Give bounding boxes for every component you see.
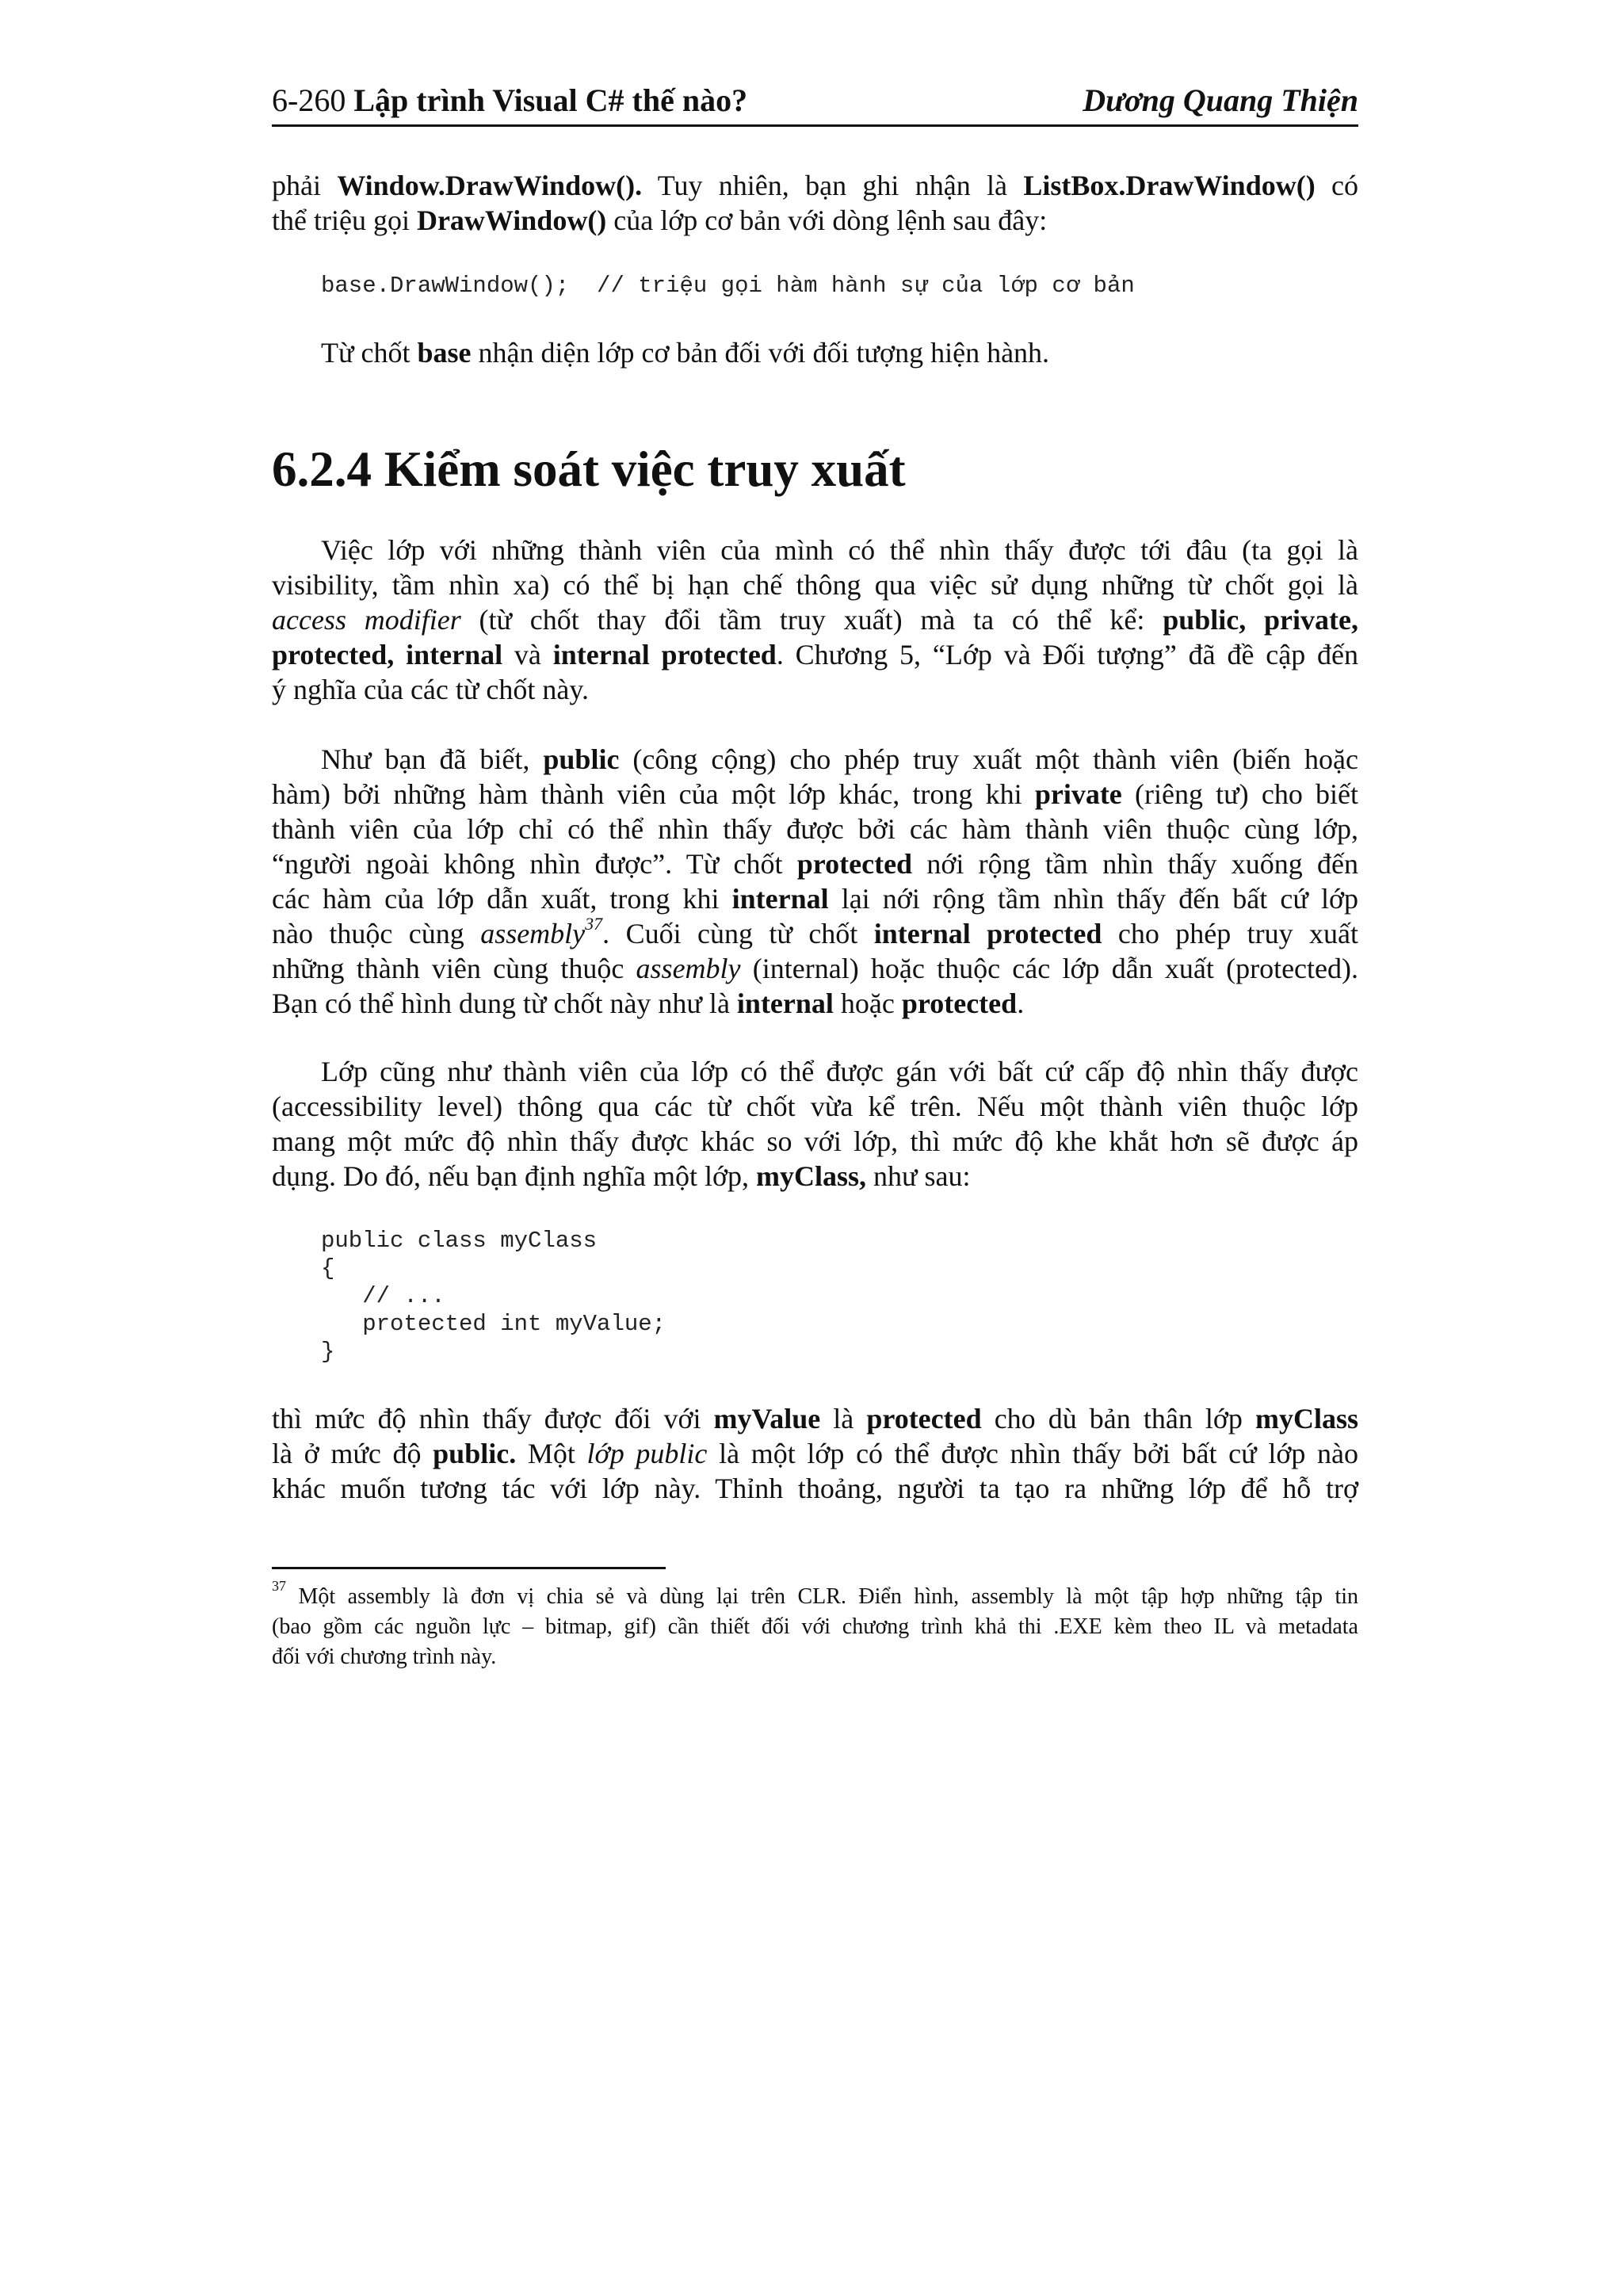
header-rule bbox=[272, 124, 1358, 127]
code-line: protected int myValue; bbox=[321, 1311, 666, 1337]
para1-line-3: access modifier (từ chốt thay đổi tầm truy xuất) mà ta có thể kể: public, private, bbox=[272, 604, 1358, 636]
code-line: } bbox=[321, 1339, 335, 1365]
intro-paragraph bbox=[272, 168, 1358, 238]
footnote-line-3: đối với chương trình này. bbox=[272, 1645, 497, 1669]
para2-line-8: Bạn có thể hình dung từ chốt này như là internal hoặc protected. bbox=[272, 988, 1025, 1019]
code-block-myclass bbox=[321, 1227, 666, 1366]
para2-line-6: nào thuộc cùng assembly$^{37}$. Cuối cùng từ chốt internal protected cho phép truy xuất bbox=[272, 914, 1359, 949]
para3-line-2: (accessibility level) thông qua các từ chốt vừa kể trên. Nếu một thành viên thuộc lớp bbox=[272, 1091, 1358, 1122]
paragraph-visibility-levels bbox=[272, 742, 1358, 1021]
para2-line-1: Như bạn đã biết, public (công cộng) cho phép truy xuất một thành viên (biến hoặc bbox=[321, 743, 1358, 775]
code-line: // ... bbox=[321, 1283, 445, 1309]
para1-line-4: protected, internal và internal protected. Chương 5, “Lớp và Đối tượng” đã đề cập đến bbox=[272, 639, 1359, 670]
running-header bbox=[272, 78, 1358, 124]
footnote-line-1: $^{37}$ Một assembly là đơn vị chia sẻ và dùng lại trên CLR. Điển hình, assembly là một tập hợp những tập tin bbox=[272, 1577, 1358, 1609]
code-line: public class myClass bbox=[321, 1228, 598, 1254]
para2-line-7: những thành viên cùng thuộc assembly (internal) hoặc thuộc các lớp dẫn xuất (protected). bbox=[272, 953, 1359, 984]
code-line: { bbox=[321, 1255, 335, 1282]
book-title: Lập trình Visual C# thế nào? bbox=[353, 82, 748, 118]
para4-line-3: khác muốn tương tác với lớp này. Thỉnh thoảng, người ta tạo ra những lớp để hỗ trợ bbox=[272, 1473, 1358, 1504]
para2-line-3: thành viên của lớp chỉ có thể nhìn thấy được bởi các hàm thành viên thuộc cùng lớp, bbox=[272, 813, 1358, 845]
para4-line-2: là ở mức độ public. Một lớp public là một lớp có thể được nhìn thấy bởi bất cứ lớp nào bbox=[272, 1438, 1358, 1469]
para4-line-1: thì mức độ nhìn thấy được đối với myValue là protected cho dù bản thân lớp myClass bbox=[272, 1403, 1359, 1435]
page-number: 6-260 bbox=[272, 82, 346, 118]
intro-line-2: thể triệu gọi DrawWindow() của lớp cơ bản với dòng lệnh sau đây: bbox=[272, 204, 1048, 236]
para2-line-4: “người ngoài không nhìn được”. Từ chốt protected nới rộng tầm nhìn thấy xuống đến bbox=[272, 848, 1358, 880]
para2-line-2: hàm) bởi những hàm thành viên của một lớp khác, trong khi private (riêng tư) cho biết bbox=[272, 778, 1358, 810]
section-heading: 6.2.4 Kiểm soát việc truy xuất bbox=[272, 441, 906, 497]
para3-line-3: mang một mức độ nhìn thấy được khác so với lớp, thì mức độ khe khắt hơn sẽ được áp bbox=[272, 1125, 1358, 1157]
footnote-separator bbox=[272, 1567, 666, 1569]
para1-line-1: Việc lớp với những thành viên của mình có thể nhìn thấy được tới đâu (ta gọi là bbox=[321, 534, 1358, 566]
author-name: Dương Quang Thiện bbox=[1083, 82, 1358, 118]
intro-line-1: phải Window.DrawWindow(). Tuy nhiên, bạn ghi nhận là ListBox.DrawWindow() có bbox=[272, 170, 1359, 201]
footnote-line-2: (bao gồm các nguồn lực – bitmap, gif) cần thiết đối với chương trình khả thi .EXE kèm theo IL và metadata bbox=[272, 1614, 1358, 1639]
footnote-ref-37: 37 bbox=[585, 914, 603, 934]
paragraph-accessibility-level bbox=[272, 1054, 1358, 1194]
paragraph-public-class bbox=[272, 1401, 1358, 1506]
code-block-base-call: base.DrawWindow(); // triệu gọi hàm hành sự của lớp cơ bản bbox=[321, 273, 1135, 299]
base-note-paragraph bbox=[321, 335, 1358, 370]
base-note-line: Từ chốt base nhận diện lớp cơ bản đối với đối tượng hiện hành. bbox=[321, 337, 1050, 369]
footnote-37 bbox=[272, 1577, 1358, 1672]
para3-line-1: Lớp cũng như thành viên của lớp có thể được gán với bất cứ cấp độ nhìn thấy được bbox=[321, 1056, 1358, 1087]
paragraph-access-modifiers bbox=[272, 533, 1358, 707]
header-left bbox=[272, 78, 747, 124]
footnote-number: 37 bbox=[272, 1577, 286, 1594]
para2-line-5: các hàm của lớp dẫn xuất, trong khi internal lại nới rộng tầm nhìn thấy đến bất cứ lớp bbox=[272, 883, 1358, 915]
para3-line-4: dụng. Do đó, nếu bạn định nghĩa một lớp, myClass, như sau: bbox=[272, 1160, 971, 1192]
para1-line-2: visibility, tầm nhìn xa) có thể bị hạn chế thông qua việc sử dụng những từ chốt gọi là bbox=[272, 569, 1358, 601]
para1-line-5: ý nghĩa của các từ chốt này. bbox=[272, 674, 590, 705]
